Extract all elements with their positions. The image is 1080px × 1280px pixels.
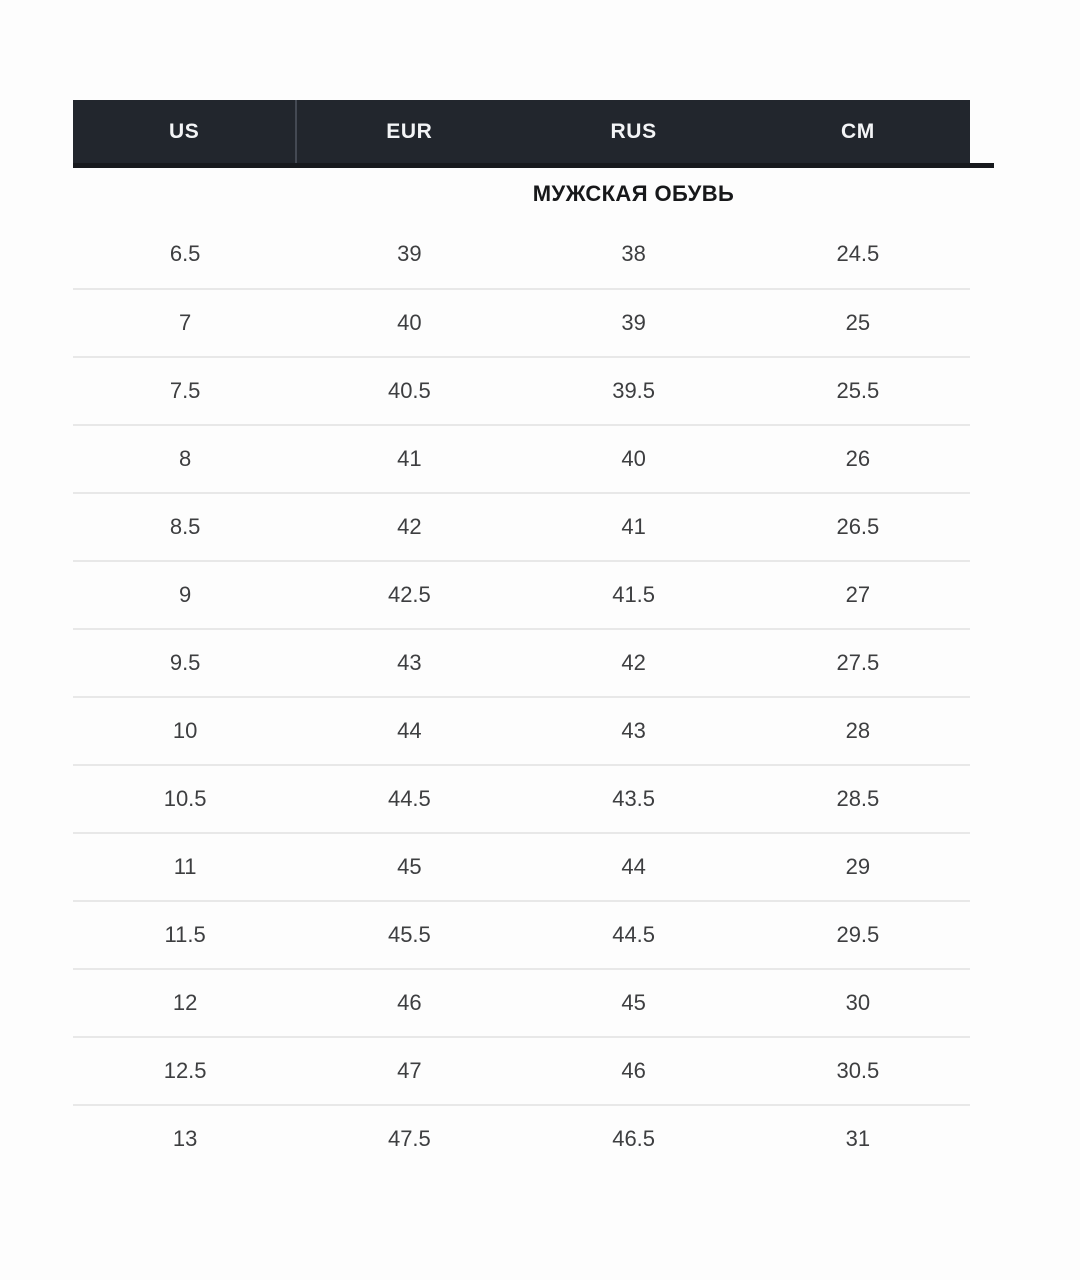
table-row [73,424,970,492]
cell-rus: 39 [621,310,646,335]
cell-eur: 40 [397,310,422,335]
cell-us: 9.5 [169,650,201,675]
table-row [73,356,970,424]
cell-cm: 27.5 [836,650,880,675]
cell-us: 10.5 [163,786,207,811]
cell-us: 7 [179,310,192,335]
cell-rus: 43 [621,718,646,743]
cell-cm: 30 [845,990,871,1015]
column-header-eur: EUR [386,119,433,143]
cell-eur: 40.5 [387,378,431,403]
cell-eur: 42 [397,514,422,539]
cell-eur: 42.5 [387,582,431,607]
cell-rus: 42 [621,650,646,675]
table-row [73,1104,970,1172]
cell-us: 7.5 [169,378,201,403]
cell-cm: 28.5 [836,786,880,811]
cell-eur: 44 [397,718,422,743]
cell-us: 10 [172,718,198,743]
cell-us: 12 [172,990,198,1015]
cell-us: 6.5 [169,241,201,266]
cell-us: 8 [179,446,192,471]
table-row [73,764,970,832]
table-row [73,696,970,764]
cell-rus: 46 [621,1058,646,1083]
section-header-row [73,168,970,220]
cell-eur: 45.5 [387,922,431,947]
table-row [73,628,970,696]
cell-eur: 45 [397,854,422,879]
cell-rus: 44.5 [612,922,656,947]
cell-rus: 40 [621,446,646,471]
cell-cm: 30.5 [836,1058,880,1083]
cell-rus: 38 [621,241,646,266]
cell-rus: 45 [621,990,646,1015]
table-row [73,832,970,900]
cell-cm: 26.5 [836,514,880,539]
cell-us: 11 [173,854,197,879]
cell-cm: 25.5 [836,378,880,403]
cell-us: 8.5 [169,514,201,539]
cell-cm: 28 [845,718,871,743]
cell-cm: 31 [845,1126,871,1151]
table-header-row [73,100,970,168]
cell-eur: 43 [397,650,422,675]
cell-us: 9 [179,582,192,607]
table-row [73,1036,970,1104]
cell-cm: 26 [845,446,871,471]
table-row [73,288,970,356]
column-header-us: US [73,100,297,163]
cell-eur: 46 [397,990,422,1015]
cell-eur: 44.5 [387,786,431,811]
cell-rus: 43.5 [612,786,656,811]
cell-us: 12.5 [163,1058,207,1083]
table-row [73,492,970,560]
column-header-rus: RUS [610,119,657,143]
cell-cm: 29.5 [836,922,880,947]
cell-rus: 46.5 [612,1126,656,1151]
cell-eur: 39 [397,241,422,266]
cell-rus: 41.5 [612,582,656,607]
cell-us: 11.5 [164,922,206,947]
cell-eur: 47.5 [387,1126,431,1151]
cell-us: 13 [172,1126,198,1151]
cell-cm: 29 [845,854,871,879]
table-row [73,220,970,288]
table-row [73,560,970,628]
cell-cm: 25 [845,310,871,335]
table-row [73,900,970,968]
cell-cm: 24.5 [836,241,880,266]
section-title: МУЖСКАЯ ОБУВЬ [532,181,735,206]
header-underline-extension [970,163,994,168]
cell-cm: 27 [845,582,871,607]
column-header-cm: CM [840,119,875,143]
cell-rus: 41 [621,514,646,539]
table-row [73,968,970,1036]
cell-eur: 47 [397,1058,422,1083]
cell-rus: 39.5 [612,378,656,403]
size-conversion-table [73,100,970,1172]
cell-rus: 44 [621,854,646,879]
cell-eur: 41 [397,446,422,471]
